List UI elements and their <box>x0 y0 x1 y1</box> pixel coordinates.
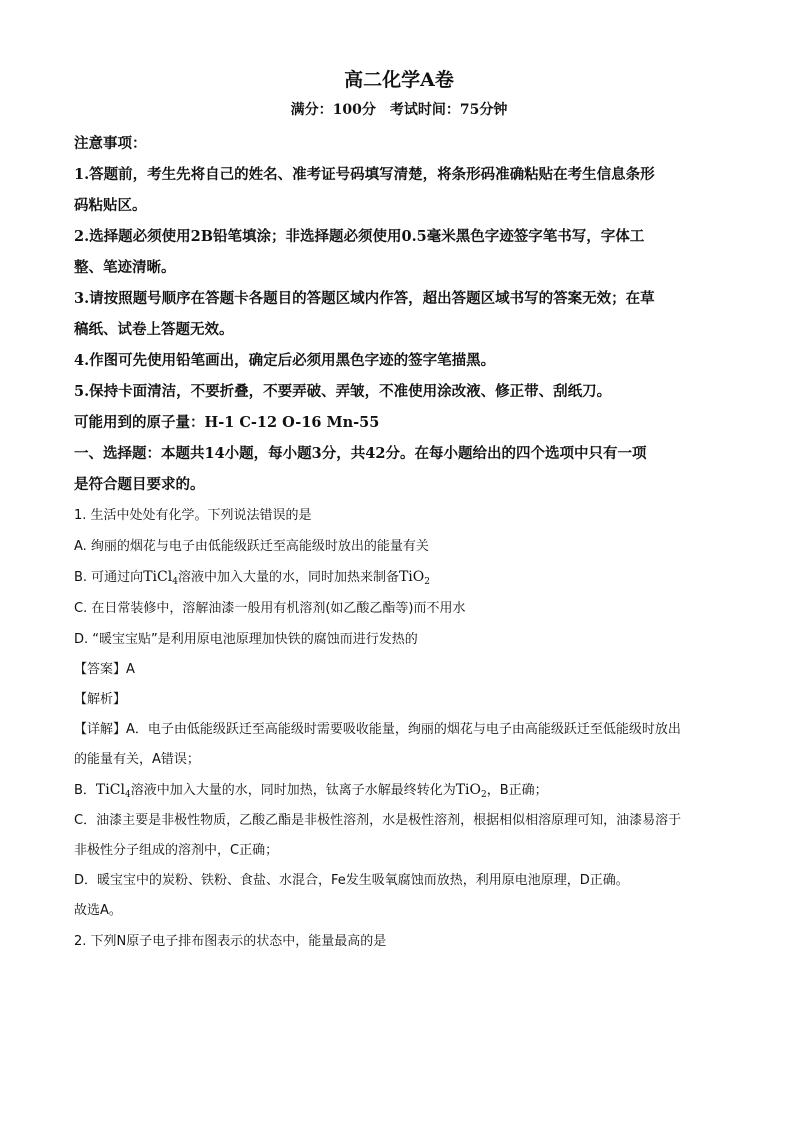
detail-c-cont: 非极性分子组成的溶剂中，C正确； <box>74 843 279 858</box>
formula-tio2: TiO$_2$ <box>455 782 487 800</box>
detail-a: 【详解】A．电子由低能级跃迁至高能级时需要吸收能量，绚丽的烟花与电子由高能级跃迁至低能级时放出 <box>74 722 681 737</box>
detail-c: C．油漆主要是非极性物质，乙酸乙酯是非极性溶剂，水是极性溶剂，根据相似相溶原理可知，油漆易溶于 <box>74 813 682 828</box>
notice-item: 整、笔迹清晰。 <box>74 259 176 276</box>
notice-item: 2.选择题必须使用2B铅笔填涂；非选择题必须使用0.5毫米黑色字迹签字笔书写，字体工 <box>74 228 645 245</box>
notice-item: 4.作图可先使用铅笔画出，确定后必须用黑色字迹的签字笔描黑。 <box>74 352 496 369</box>
formula-tio2: TiO$_2$ <box>398 569 431 587</box>
notice-item: 稿纸、试卷上答题无效。 <box>74 321 234 338</box>
notice-item: 1.答题前，考生先将自己的姓名、准考证号码填写清楚，将条形码准确粘贴在考生信息条形 <box>74 166 655 183</box>
question-2-stem: 2. 下列N原子电子排布图表示的状态中，能量最高的是 <box>74 934 387 949</box>
section-heading-cont: 是符合题目要求的。 <box>74 476 205 493</box>
question-1-stem: 1. 生活中处处有化学。下列说法错误的是 <box>74 508 312 523</box>
question-1-option-b <box>74 562 724 593</box>
exam-page <box>74 68 724 957</box>
question-1-option-d: D. “暖宝宝贴”是利用原电池原理加快铁的腐蚀而进行发热的 <box>74 632 418 647</box>
detail-b: B．TiCl$_4$溶液中加入大量的水，同时加热，钛离子水解最终转化为TiO$_2$，B正确； <box>74 782 548 800</box>
section-heading: 一、选择题：本题共14小题，每小题3分，共42分。在每小题给出的四个选项中只有一项 <box>74 445 647 462</box>
exam-info: 满分：100分 考试时间：75分钟 <box>290 102 508 118</box>
conclusion: 故选A。 <box>74 903 122 918</box>
detail-a-cont: 的能量有关，A错误； <box>74 752 200 767</box>
question-1-option-c: C. 在日常装修中，溶解油漆一般用有机溶剂(如乙酸乙酯等)而不用水 <box>74 601 466 616</box>
formula-ticl4: TiCl$_4$ <box>143 569 178 587</box>
detail-d: D．暖宝宝中的炭粉、铁粉、食盐、水混合，Fe发生吸氧腐蚀而放热，利用原电池原理，D正确。 <box>74 873 629 888</box>
question-1-option-a: A. 绚丽的烟花与电子由低能级跃迁至高能级时放出的能量有关 <box>74 539 429 554</box>
formula-ticl4: TiCl$_4$ <box>95 782 131 800</box>
notice-item: 5.保持卡面清洁，不要折叠，不要弄破、弄皱，不准使用涂改液、修正带、刮纸刀。 <box>74 383 612 400</box>
notice-item: 码粘贴区。 <box>74 197 147 214</box>
page-title: 高二化学A卷 <box>344 69 454 91</box>
notice-item: 3.请按照题号顺序在答题卡各题目的答题区域内作答，超出答题区域书写的答案无效；在草 <box>74 290 655 307</box>
answer-label: 【答案】A <box>74 662 135 677</box>
analysis-label: 【解析】 <box>74 692 127 707</box>
option-b-text: 溶液中加入大量的水，同时加热来制备 <box>177 570 399 585</box>
atomic-mass-line: 可能用到的原子量：H-1 C-12 O-16 Mn-55 <box>74 414 380 431</box>
option-b-text: B. 可通过向 <box>74 570 144 585</box>
notice-heading: 注意事项： <box>74 135 147 152</box>
